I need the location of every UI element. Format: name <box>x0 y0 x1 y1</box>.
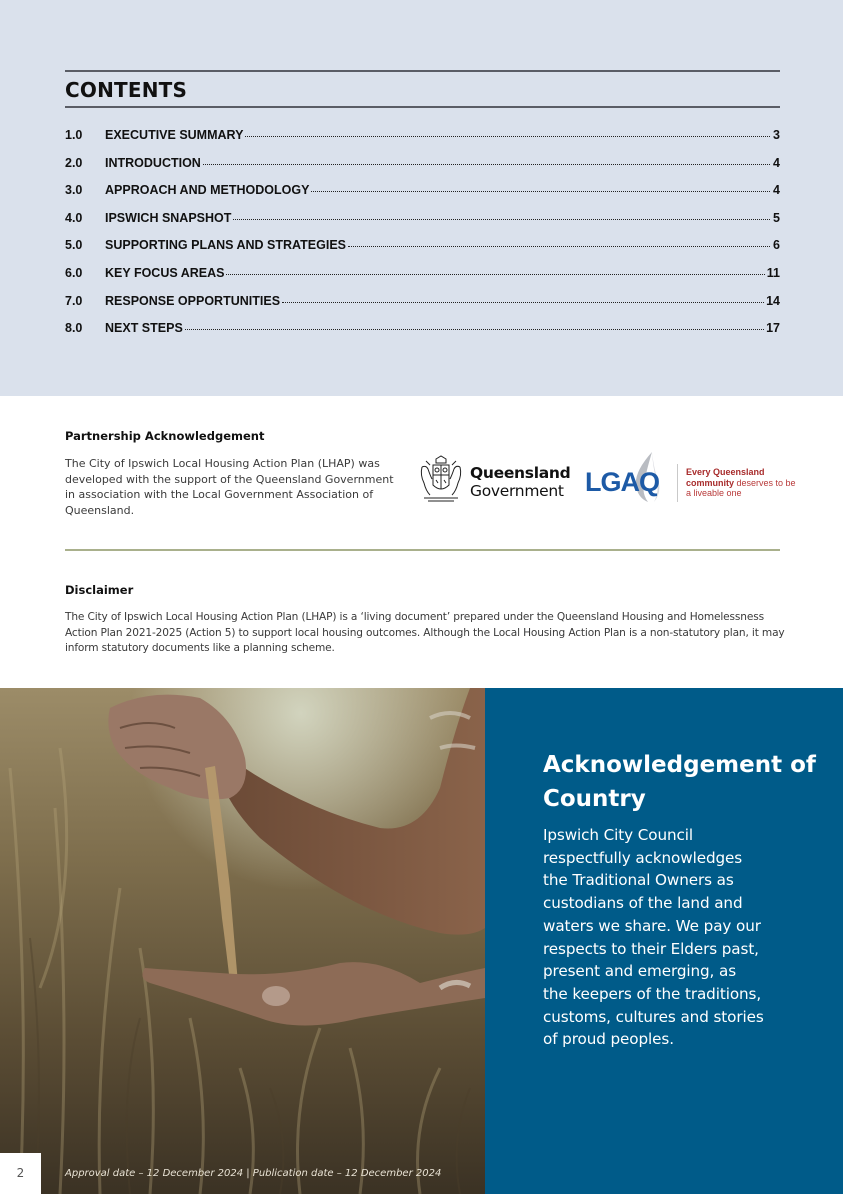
toc-number: 7.0 <box>65 293 83 308</box>
toc-leader-dots <box>203 164 770 165</box>
contents-top-rule <box>65 70 780 72</box>
toc-item-introduction[interactable] <box>65 156 780 184</box>
toc-label: APPROACH AND METHODOLOGY <box>105 183 310 198</box>
lgaq-tagline-bold: Every Queensland community <box>686 467 765 488</box>
toc-page: 11 <box>766 265 780 280</box>
coat-of-arms-icon <box>418 455 464 503</box>
toc-label: INTRODUCTION <box>105 155 201 170</box>
toc-item-ipswich-snapshot[interactable] <box>65 211 780 239</box>
toc-leader-dots <box>233 219 770 220</box>
toc-page: 6 <box>773 238 780 253</box>
toc-leader-dots <box>348 246 770 247</box>
queensland-government-logo <box>418 455 571 503</box>
footer-dates: Approval date – 12 December 2024 | Publication date – 12 December 2024 <box>65 1168 442 1179</box>
acknowledgement-of-country-panel <box>485 688 843 1194</box>
toc-label: SUPPORTING PLANS AND STRATEGIES <box>105 238 346 253</box>
toc-number: 8.0 <box>65 321 83 336</box>
lgaq-tagline <box>686 467 796 499</box>
contents-bottom-rule <box>65 106 780 108</box>
toc-item-approach-and-methodology[interactable] <box>65 183 780 211</box>
toc-label: EXECUTIVE SUMMARY <box>105 128 244 142</box>
toc-page: 4 <box>773 155 780 170</box>
photo-illustration <box>0 688 485 1194</box>
toc-page: 5 <box>773 210 780 225</box>
toc-page: 14 <box>766 293 780 308</box>
toc-item-response-opportunities[interactable] <box>65 294 780 322</box>
toc-item-key-focus-areas[interactable] <box>65 266 780 294</box>
acknowledgement-body: Ipswich City Council respectfully acknowledges the Traditional Owners as custodians of the land and waters we share. We pay our respects to their Elders past, present and emerging, as the keepers of the traditions, customs, cultures and stories of proud peoples. <box>543 826 764 1049</box>
toc-number: 4.0 <box>65 210 83 225</box>
toc-number: 5.0 <box>65 238 83 253</box>
toc-leader-dots <box>226 274 764 275</box>
lgaq-tagline-rest: deserves to be a liveable one <box>686 477 796 498</box>
toc-leader-dots <box>185 329 764 330</box>
toc-number: 2.0 <box>65 155 83 170</box>
toc-page: 17 <box>766 321 780 336</box>
toc-number: 3.0 <box>65 183 83 198</box>
toc-label: IPSWICH SNAPSHOT <box>105 210 232 225</box>
lgaq-divider <box>677 464 678 502</box>
section-divider <box>65 549 780 551</box>
contents-title: CONTENTS <box>65 78 188 102</box>
toc-number: 1.0 <box>65 128 83 142</box>
toc-item-next-steps[interactable] <box>65 321 780 349</box>
lgaq-logo <box>584 450 796 508</box>
hands-pouring-sand-photo <box>0 688 485 1194</box>
toc-leader-dots <box>245 136 770 137</box>
toc-item-executive-summary[interactable] <box>65 128 780 156</box>
toc-page: 3 <box>773 128 780 142</box>
toc-page: 4 <box>773 183 780 198</box>
lgaq-wordmark: LGAQ <box>585 467 659 497</box>
qld-logo-line2: Government <box>470 482 564 500</box>
disclaimer-heading: Disclaimer <box>65 583 134 597</box>
table-of-contents <box>65 128 780 349</box>
contents-section <box>0 0 843 396</box>
toc-label: RESPONSE OPPORTUNITIES <box>105 293 281 308</box>
qld-logo-line1: Queensland <box>470 464 571 482</box>
toc-leader-dots <box>282 302 764 303</box>
acknowledgement-title: Acknowledgement of Country <box>543 752 816 812</box>
page-number: 2 <box>16 1166 25 1180</box>
toc-label: KEY FOCUS AREAS <box>105 265 225 280</box>
toc-item-supporting-plans[interactable] <box>65 238 780 266</box>
partnership-text: The City of Ipswich Local Housing Action Plan (LHAP) was developed with the support of the Queensland Government in association with the Local Government Association of Queensland. <box>65 457 394 517</box>
toc-label: NEXT STEPS <box>105 321 183 336</box>
disclaimer-text: The City of Ipswich Local Housing Action Plan (LHAP) is a ‘living document’ prepared under the Queensland Housing and Homelessness Action Plan 2021-2025 (Action 5) to support local housing outcomes. Although the Local Housing Action Plan is a non-statutory plan, it may inform statutory documents like a planning scheme. <box>65 611 785 654</box>
toc-leader-dots <box>311 191 770 192</box>
partnership-heading: Partnership Acknowledgement <box>65 429 265 443</box>
toc-number: 6.0 <box>65 265 83 280</box>
